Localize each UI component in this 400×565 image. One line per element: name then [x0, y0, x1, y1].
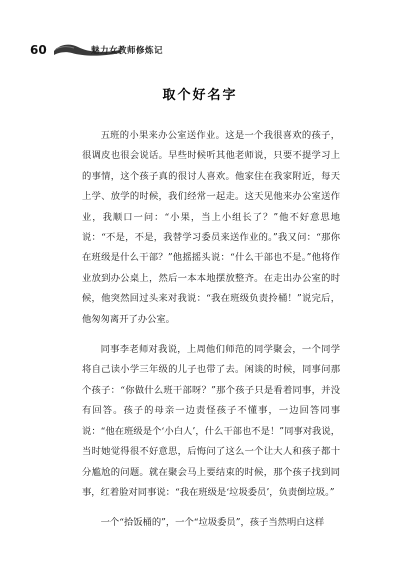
- body-text: [82, 126, 340, 534]
- page-number: 60: [30, 43, 47, 57]
- page-header: [30, 38, 230, 60]
- paragraph: 一个“拾饭桶的”，一个“垃圾委员”，孩子当然明白这样: [100, 517, 325, 529]
- paragraph: 五班的小果来办公室送作业。这是一个我很喜欢的孩子，很调皮也很会说话。早些时候听其他老师说，只要不提学习上的事情，这个孩子真的很讨人喜欢。他家住在我家附近，每天上学、放学的时候，我们经常一起走。这天见他来办公室送作业，我顺口一问：“小果，当上小组长了？”他不好意思地说：“不是，不是，我替学习委员来送作业的。”我又问：“那你在班级是什么干部？”他摇摇头说：“什么干部也不是。”他将作业放到办公桌上，然后一本本地摆放整齐。在走出办公室的时候，他突然回过头来对我说：“我在班级负责拎桶！”说完后，他匆匆离开了办公室。: [82, 130, 340, 325]
- running-title: 魅力女教师修炼记: [91, 46, 164, 56]
- paragraph: 同事李老师对我说，上周他们师范的同学聚会，一个同学将自己读小学三年级的儿子也带了去。闲谈的时候，同事问那个孩子：“你做什么班干部呀？”那个孩子只是看着同事，并没有回答。孩子的母亲一边责怪孩子不懂事，一边回答同事说：“他在班级是个‘小白人’，什么干部也不是！”同事对我说，当时她觉得很不好意思，后悔问了这么一个让大人和孩子都十分尴尬的问题。就在聚会马上要结束的时候，那个孩子找到同事，红着脸对同事说：“我在班级是‘垃圾委员’，负责倒垃圾。”: [82, 344, 340, 498]
- chapter-title: 取个好名字: [162, 88, 238, 103]
